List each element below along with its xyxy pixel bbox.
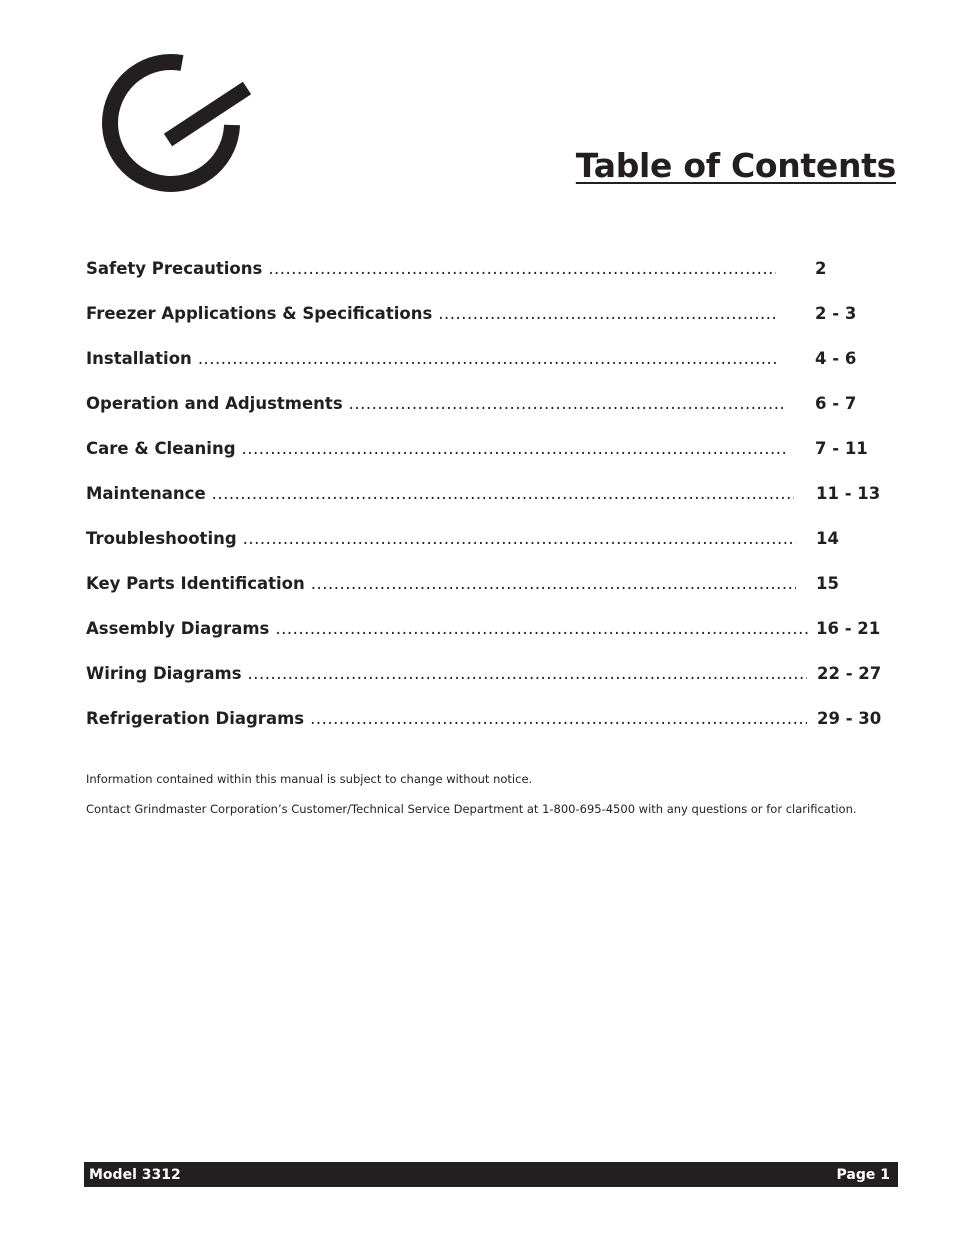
toc-entry-label: Freezer Applications & Specifications	[86, 304, 433, 323]
toc-entry[interactable]	[86, 300, 886, 345]
toc-entry-page: 15	[816, 574, 839, 593]
toc-leader-dots	[268, 255, 776, 283]
toc-entry-label: Safety Precautions	[86, 259, 263, 278]
toc-leader-dots	[311, 570, 796, 598]
toc-entry-label: Refrigeration Diagrams	[86, 709, 305, 728]
toc-entry[interactable]	[86, 480, 886, 525]
toc-entry-label: Assembly Diagrams	[86, 619, 270, 638]
toc-entry-page: 11 - 13	[816, 484, 881, 503]
toc-leader-dots	[212, 480, 794, 508]
toc-entry[interactable]	[86, 525, 886, 570]
toc-entry-page: 22 - 27	[817, 664, 882, 683]
toc-leader-dots	[248, 660, 807, 688]
toc-entry-page: 16 - 21	[816, 619, 881, 638]
toc-leader-dots	[242, 435, 789, 463]
toc-entry-label: Installation	[86, 349, 192, 368]
toc-entry-label: Key Parts Identification	[86, 574, 305, 593]
toc-leader-dots	[243, 525, 796, 553]
toc-entry-label: Maintenance	[86, 484, 206, 503]
toc-entry-page: 2	[815, 259, 827, 278]
toc-entry-label: Troubleshooting	[86, 529, 237, 548]
toc-entry-page: 29 - 30	[817, 709, 882, 728]
toc-entry-label: Operation and Adjustments	[86, 394, 343, 413]
footer-model: Model 3312	[89, 1166, 181, 1183]
toc-leader-dots	[275, 615, 810, 643]
toc-entry[interactable]	[86, 705, 886, 750]
grindmaster-logo-icon	[96, 52, 256, 198]
change-notice: Information contained within this manual is subject to change without notice.	[86, 772, 533, 786]
toc-entry[interactable]	[86, 390, 886, 435]
toc-entry-label: Wiring Diagrams	[86, 664, 242, 683]
table-of-contents	[86, 255, 886, 750]
toc-leader-dots	[349, 390, 784, 418]
toc-entry[interactable]	[86, 660, 886, 705]
toc-entry-label: Care & Cleaning	[86, 439, 236, 458]
toc-entry[interactable]	[86, 435, 886, 480]
page-title: Table of Contents	[575, 146, 896, 185]
contact-notice: Contact Grindmaster Corporation’s Customer/Technical Service Department at 1-800-695-4500 with any questions or for clarification.	[86, 802, 857, 816]
toc-entry-page: 2 - 3	[815, 304, 857, 323]
toc-entry-page: 4 - 6	[815, 349, 857, 368]
toc-entry[interactable]	[86, 615, 886, 660]
toc-leader-dots	[438, 300, 776, 328]
footer-page-number: Page 1	[836, 1166, 890, 1183]
manual-notes	[86, 772, 886, 832]
toc-entry[interactable]	[86, 345, 886, 390]
toc-entry[interactable]	[86, 255, 886, 300]
toc-entry-page: 7 - 11	[815, 439, 868, 458]
toc-entry-page: 6 - 7	[815, 394, 857, 413]
page-footer	[84, 1162, 898, 1187]
toc-entry[interactable]	[86, 570, 886, 615]
toc-leader-dots	[310, 705, 807, 733]
toc-leader-dots	[198, 345, 778, 373]
toc-entry-page: 14	[816, 529, 839, 548]
